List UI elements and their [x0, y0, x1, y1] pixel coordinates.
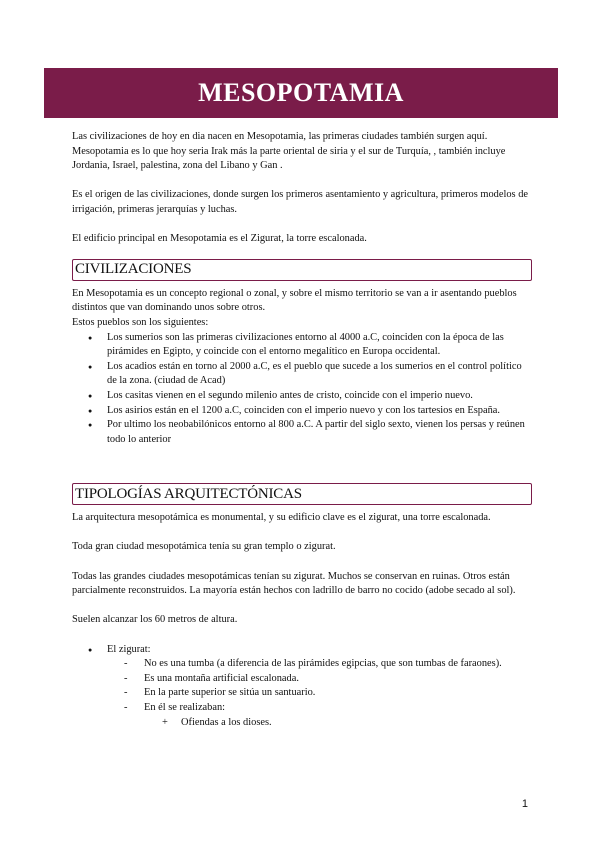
section-heading-tipologias: TIPOLOGÍAS ARQUITECTÓNICAS: [72, 483, 532, 505]
civilizaciones-paragraph-1: En Mesopotamia es un concepto regional o zonal, y sobre el mismo territorio se van a ir asentando pueblos distintos que van dominando unos sobre otros.: [72, 287, 517, 314]
intro-paragraph-3: El edificio principal en Mesopotamia es el Zigurat, la torre escalonada.: [72, 233, 367, 245]
list-item: - Es una montaña artificial escalonada.: [144, 672, 532, 687]
tipologias-paragraph-4: Suelen alcanzar los 60 metros de altura.: [72, 614, 238, 626]
civilizaciones-list: [72, 331, 532, 448]
list-item: [107, 643, 532, 731]
intro-paragraph-1: Las civilizaciones de hoy en dia nacen en Mesopotamia, las primeras ciudades también surgen aquí. Mesopotamia es lo que hoy seria Irak más la parte oriental de siria y el sur de Turquía, , también incluye Jordania, Israel, palestina, zona del Libano y Gan .: [72, 131, 506, 172]
list-item: + Ofiendas a los dioses.: [181, 716, 532, 731]
list-item: ● Por ultimo los neobabilónicos entorno al 800 a.C. A partir del siglo sexto, vienen los persas y reúnen todo lo anterior: [107, 418, 532, 447]
section-heading-civilizaciones: CIVILIZACIONES: [72, 259, 532, 281]
zigurat-label: El zigurat:: [107, 643, 151, 655]
document-body: [72, 130, 532, 730]
zigurat-points: [107, 657, 532, 730]
civilizaciones-paragraph-2: Estos pueblos son los siguientes:: [72, 316, 209, 328]
zigurat-point-label: En él se realizaban:: [144, 702, 226, 713]
tipologias-paragraph-1: La arquitectura mesopotámica es monumental, y su edificio clave es el zigurat, una torre escalonada.: [72, 512, 491, 524]
page-number: 1: [521, 798, 528, 810]
list-item: ● Los sumerios son las primeras civilizaciones entorno al 4000 a.C, coinciden con la época de las pirámides en Egipto, y coincide con el entorno megalítico en Europa occidental.: [107, 331, 532, 360]
list-item: - No es una tumba (a diferencia de las pirámides egipcias, que son tumbas de faraones).: [144, 657, 532, 672]
list-item: [144, 701, 532, 730]
tipologias-paragraph-3: Todas las grandes ciudades mesopotámicas tenían su zigurat. Muchos se conservan en ruinas. Otros están parcialmente reconstruidos. La mayoría están hechos con ladrillo de barro no cocido (adobe secado al sol).: [72, 570, 516, 597]
title-banner: [44, 68, 558, 118]
list-item: ● Los acadios están en torno al 2000 a.C, es el pueblo que sucede a los sumerios en el control político de la zona. (ciudad de Acad): [107, 360, 532, 389]
list-item: - En la parte superior se sitúa un santuario.: [144, 686, 532, 701]
intro-paragraph-2: Es el origen de las civilizaciones, donde surgen los primeros asentamiento y agricultura, primeros modelos de irrigación, primeras jerarquías y luchas.: [72, 189, 529, 215]
zigurat-list: [72, 643, 532, 731]
list-item: ● Los casitas vienen en el segundo milenio antes de cristo, coincide con el imperio nuevo.: [107, 389, 532, 404]
tipologias-paragraph-2: Toda gran ciudad mesopotámica tenía su gran templo o zigurat.: [72, 541, 336, 553]
ritual-points: [144, 716, 532, 731]
page-title: MESOPOTAMIA: [198, 78, 404, 107]
list-item: ● Los asirios están en el 1200 a.C, coinciden con el imperio nuevo y con los tartesios en España.: [107, 404, 532, 419]
